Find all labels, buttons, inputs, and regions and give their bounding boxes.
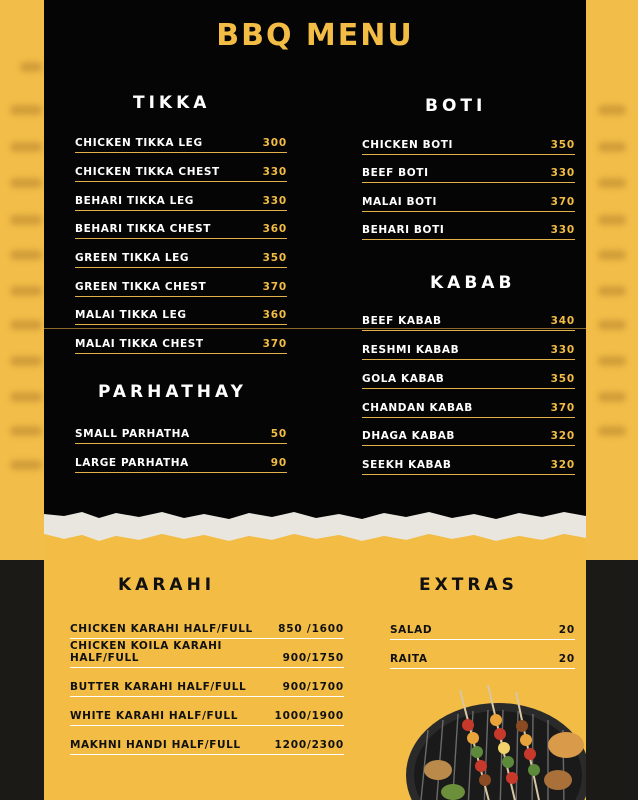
item-name: SMALL PARHATHA [75, 428, 190, 440]
item-price: 370 [550, 196, 575, 208]
menu-card [44, 0, 586, 800]
item-price: 320 [550, 459, 575, 471]
item-name: CHANDAN KABAB [362, 402, 473, 414]
item-price: 900/1700 [282, 681, 344, 693]
item-price: 360 [262, 223, 287, 235]
list-item [362, 311, 575, 331]
item-price: 20 [558, 624, 575, 636]
item-name: BEHARI BOTI [362, 224, 445, 236]
list-item [75, 248, 287, 268]
kabab-heading: KABAB [430, 273, 516, 293]
list-item [70, 706, 344, 726]
parhathay-heading: PARHATHAY [98, 382, 247, 402]
menu-title: BBQ MENU [216, 18, 414, 53]
item-price: 340 [550, 315, 575, 327]
list-item [75, 133, 287, 153]
item-name: SEEKH KABAB [362, 459, 452, 471]
item-name: RAITA [390, 653, 428, 665]
item-name: RESHMI KABAB [362, 344, 460, 356]
item-price: 50 [270, 428, 287, 440]
list-item [75, 453, 287, 473]
item-price: 370 [262, 281, 287, 293]
item-name: BUTTER KARAHI HALF/FULL [70, 681, 247, 693]
item-name: CHICKEN TIKKA LEG [75, 137, 203, 149]
item-price: 300 [262, 137, 287, 149]
item-price: 330 [550, 224, 575, 236]
item-price: 20 [558, 653, 575, 665]
list-item [362, 192, 575, 212]
list-item [70, 677, 344, 697]
item-name: GOLA KABAB [362, 373, 445, 385]
list-item [75, 305, 287, 325]
list-item [70, 619, 344, 639]
list-item [362, 135, 575, 155]
list-item [75, 162, 287, 182]
item-name: CHICKEN KOILA KARAHI HALF/FULL [70, 640, 222, 664]
item-name: MAKHNI HANDI HALF/FULL [70, 739, 241, 751]
item-price: 370 [262, 338, 287, 350]
list-item [75, 424, 287, 444]
tikka-heading: TIKKA [133, 93, 211, 113]
list-item [70, 735, 344, 755]
list-item [75, 191, 287, 211]
item-name: CHICKEN BOTI [362, 139, 454, 151]
item-price: 330 [262, 195, 287, 207]
item-price: 90 [270, 457, 287, 469]
item-name: WHITE KARAHI HALF/FULL [70, 710, 238, 722]
item-name: MALAI TIKKA LEG [75, 309, 187, 321]
list-item [362, 340, 575, 360]
item-name: SALAD [390, 624, 433, 636]
list-item [362, 369, 575, 389]
item-price: 320 [550, 430, 575, 442]
item-price: 850 /1600 [278, 623, 344, 635]
list-item [362, 220, 575, 240]
list-item [70, 640, 344, 668]
list-item [362, 426, 575, 446]
boti-heading: BOTI [425, 96, 487, 116]
item-name: GREEN TIKKA CHEST [75, 281, 207, 293]
item-price: 350 [262, 252, 287, 264]
list-item [75, 277, 287, 297]
item-name: BEHARI TIKKA LEG [75, 195, 194, 207]
item-price: 350 [550, 373, 575, 385]
list-item [362, 455, 575, 475]
item-name: BEHARI TIKKA CHEST [75, 223, 212, 235]
item-price: 330 [262, 166, 287, 178]
item-price: 330 [550, 167, 575, 179]
karahi-heading: KARAHI [118, 575, 216, 595]
item-price: 1000/1900 [274, 710, 344, 722]
item-name: MALAI TIKKA CHEST [75, 338, 204, 350]
item-price: 350 [550, 139, 575, 151]
item-name: CHICKEN KARAHI HALF/FULL [70, 623, 253, 635]
item-name: MALAI BOTI [362, 196, 437, 208]
item-price: 370 [550, 402, 575, 414]
item-price: 900/1750 [282, 652, 344, 664]
item-price: 1200/2300 [274, 739, 344, 751]
bbq-grill-image [398, 680, 586, 800]
torn-paper-edge [44, 500, 586, 550]
item-name: BEEF BOTI [362, 167, 429, 179]
list-item [390, 649, 575, 669]
list-item [390, 620, 575, 640]
item-price: 330 [550, 344, 575, 356]
list-item [75, 334, 287, 354]
list-item [362, 398, 575, 418]
item-name: LARGE PARHATHA [75, 457, 189, 469]
item-name: GREEN TIKKA LEG [75, 252, 190, 264]
item-name: DHAGA KABAB [362, 430, 456, 442]
list-item [362, 163, 575, 183]
item-name: CHICKEN TIKKA CHEST [75, 166, 220, 178]
extras-heading: EXTRAS [419, 575, 518, 595]
item-name: BEEF KABAB [362, 315, 442, 327]
list-item [75, 219, 287, 239]
item-price: 360 [262, 309, 287, 321]
